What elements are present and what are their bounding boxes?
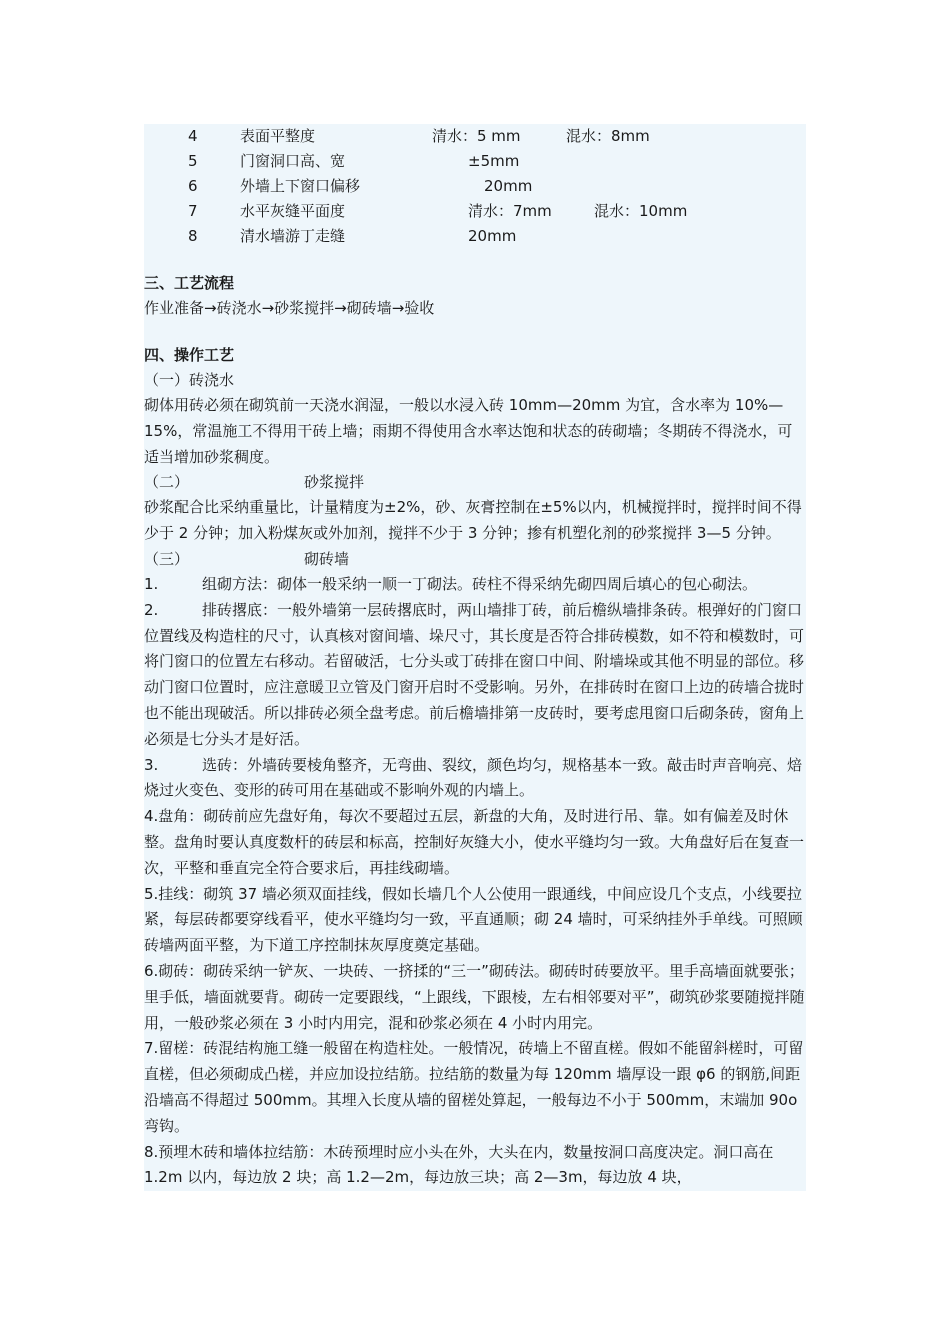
paragraph-brick-watering: 砌体用砖必须在砌筑前一天浇水润湿，一般以水浸入砖 10mm—20mm 为宜，含水率为 10%—15%，常温施工不得用干砖上墙；雨期不得使用含水率达饱和状态的砖砌墙；冬期砖不得浇水，可适当增加砂浆稠度。 (144, 396, 793, 466)
process-flow: 作业准备→砖浇水→砂浆搅拌→砌砖墙→验收 (144, 299, 435, 317)
row-value-2: 混水：10mm (594, 202, 688, 220)
list-item: 4.盘角：砌砖前应先盘好角，每次不要超过五层，新盘的大角，及时进行吊、靠。如有偏差及时休整。盘角时要认真度数杆的砖层和标高，控制好灰缝大小，使水平缝均匀一致。大角盘好后在复查一次，平整和垂直完全符合要求后，再挂线砌墙。 (144, 807, 805, 877)
subsection-1-title (144, 368, 806, 393)
list-text: 组砌方法：砌体一般采纳一顺一丁砌法。砖柱不得采纳先砌四周后填心的包心砌法。 (202, 574, 758, 593)
row-item: 清水墙游丁走缝 (240, 227, 346, 245)
list-item (144, 572, 806, 598)
row-value: 20mm (484, 177, 533, 195)
subsection-2-title (144, 470, 806, 495)
subsection-name: 砌砖墙 (304, 549, 350, 568)
tolerance-row (144, 199, 806, 224)
row-number: 6 (188, 177, 198, 195)
row-item: 水平灰缝平面度 (240, 202, 346, 220)
tolerance-row (144, 149, 806, 174)
spacer (144, 321, 806, 343)
list-text: 排砖撂底：一般外墙第一层砖撂底时，两山墙排丁砖，前后檐纵墙排条砖。根弹好的门窗口位置线及构造柱的尺寸，认真核对窗间墙、垛尺寸，其长度是否符合排砖模数，如不符和模数时，可将门窗口的位置左右移动。若留破活，七分头或丁砖排在窗口中间、附墙垛或其他不明显的部位。移动门窗口位置时，应注意暖卫立管及门窗开启时不受影响。另外，在排砖时在窗口上边的砖墙合拢时也不能出现破活。所以排砖必须全盘考虑。前后檐墙排第一皮砖时，要考虑甩窗口后砌条砖，窗角上必须是七分头才是好活。 (144, 600, 805, 748)
row-value-2: 混水：8mm (566, 127, 650, 145)
row-item: 门窗洞口高、宽 (240, 152, 346, 170)
list-number: 1. (144, 574, 159, 593)
list-number: 2. (144, 600, 159, 619)
list-item: 5.挂线：砌筑 37 墙必须双面挂线，假如长墙几个人公使用一跟通线，中间应设几个支点，小线要拉紧，每层砖都要穿线看平，使水平缝均匀一致，平直通顺；砌 24 墙时，可采纳挂外手单线。可照顾砖墙两面平整，为下道工序控制抹灰厚度奠定基础。 (144, 884, 803, 955)
list-item: 6.砌砖：砌砖采纳一铲灰、一块砖、一挤揉的“三一”砌砖法。砌砖时砖要放平。里手高墙面就要张；里手低，墙面就要背。砌砖一定要跟线，“上跟线，下跟棱，左右相邻要对平”，砌筑砂浆要随搅拌随用，一般砂浆必须在 3 小时内用完，混和砂浆必须在 4 小时内用完。 (144, 961, 805, 1032)
list-item (144, 753, 806, 805)
paragraph-mortar-mixing: 砂浆配合比采纳重量比，计量精度为±2%，砂、灰膏控制在±5%以内，机械搅拌时，搅拌时间不得少于 2 分钟；加入粉煤灰或外加剂，搅拌不少于 3 分钟；掺有机塑化剂的砂浆搅拌 3—5 分钟。 (144, 498, 802, 543)
row-item: 表面平整度 (240, 127, 316, 145)
tolerance-row (144, 224, 806, 249)
document-body (144, 124, 806, 1191)
list-number: 3. (144, 755, 159, 774)
subsection-label: （一）砖浇水 (144, 371, 235, 389)
row-value: 清水：7mm (468, 202, 552, 220)
row-value: 清水：5 mm (432, 127, 521, 145)
subsection-name: 砂浆搅拌 (304, 473, 365, 492)
row-number: 5 (188, 152, 198, 170)
list-item (144, 598, 806, 753)
row-value: ±5mm (468, 152, 520, 170)
row-item: 外墙上下窗口偏移 (240, 177, 361, 195)
list-item: 8.预埋木砖和墙体拉结筋：木砖预埋时应小头在外，大头在内，数量按洞口高度决定。洞口高在 1.2m 以内，每边放 2 块；高 1.2—2m，每边放三块；高 2—3m，每边放 4 块， (144, 1142, 774, 1187)
tolerance-row (144, 124, 806, 149)
row-number: 4 (188, 127, 198, 145)
row-value: 20mm (468, 227, 517, 245)
section-4-title: 四、操作工艺 (144, 346, 235, 364)
list-item: 7.留槎：砖混结构施工缝一般留在构造柱处。一般情况，砖墙上不留直槎。假如不能留斜槎时，可留直槎，但必须砌成凸槎，并应加设拉结筋。拉结筋的数量为每 120mm 墙厚设一跟 φ6 的钢筋,间距沿墙高不得超过 500mm。其埋入长度从墙的留槎处算起，一般每边不小于 500mm，末端加 90o 弯钩。 (144, 1039, 804, 1135)
subsection-label: （二） (144, 473, 190, 492)
section-3-title: 三、工艺流程 (144, 274, 235, 292)
subsection-label: （三） (144, 549, 190, 568)
row-number: 8 (188, 227, 198, 245)
list-text: 选砖：外墙砖要棱角整齐，无弯曲、裂纹，颜色均匀，规格基本一致。敲击时声音响亮、焙烧过火变色、变形的砖可用在基础或不影响外观的内墙上。 (144, 755, 803, 800)
subsection-3-title (144, 547, 806, 572)
row-number: 7 (188, 202, 198, 220)
tolerance-row (144, 174, 806, 199)
spacer (144, 249, 806, 271)
